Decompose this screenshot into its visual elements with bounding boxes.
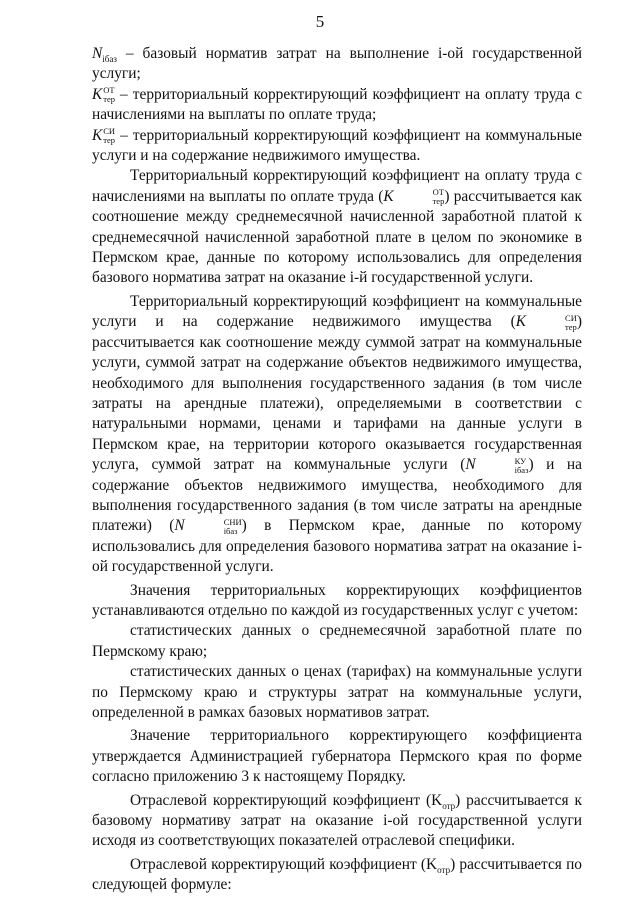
paragraph-text: ) рассчитывается как соотношение между суммой затрат на коммунальные услуги, суммой затрат на содержание объектов недвижимого имущества, необходимого для выполнения государственного задания (в том числе затраты на арендные платежи), определяемыми в соответствии с натуральными нормами, ценами и тарифами на данные услуги в Пермском крае, на территории которого оказывается государственная услуга, суммой затрат на коммунальные услуги ( <box>92 313 582 474</box>
symbol-n: N <box>465 456 476 474</box>
paragraph-k-si <box>92 292 582 578</box>
page-number: 5 <box>315 12 325 31</box>
list-item-tariffs: статистических данных о ценах (тарифах) на коммунальные услуги по Пермскому краю и структуры затрат на коммунальные услуги, определенной в рамках базовых нормативов затрат. <box>92 663 582 721</box>
paragraph-formula-intro <box>92 855 582 896</box>
definition-n-base-text: – базовый норматив затрат на выполнение i-ой государственной услуги; <box>92 45 582 83</box>
symbol-n-sup: КУ <box>514 455 527 466</box>
symbol-n-sup: СНИ <box>223 516 242 527</box>
symbol-k-sub: отр <box>442 800 456 811</box>
symbol-n-sub: iбаз <box>102 54 117 65</box>
paragraph-text: Территориальный корректирующий коэффициент на коммунальные услуги и на содержание недвижимого имущества ( <box>92 292 582 331</box>
paragraph-text: ) в Пермском крае, данные по которому использовались для определения базового норматива затрат на оказание i-ой государственной услуги. <box>92 517 583 576</box>
paragraph-text: Территориальный корректирующий коэффициент на оплату труда с начислениями на выплаты по оплате труда ( <box>92 167 582 205</box>
symbol-n: N <box>92 45 103 62</box>
symbol-k-sub: тер <box>103 135 116 146</box>
paragraph-text: Отраслевой корректирующий коэффициент ( <box>130 855 427 873</box>
symbol-k: K <box>515 313 527 331</box>
paragraph-text: ) рассчитывается к базовому нормативу затрат на оказание i-ой государственной услуги исходя из соответствующих показателей отраслевой специфики. <box>92 791 583 850</box>
symbol-k-sup: СИ <box>103 126 116 137</box>
paragraph-approval: Значение территориального корректирующего коэффициента утверждается Администрацией губернатора Пермского края по форме согласно приложению 3 к настоящему Порядку. <box>92 727 582 786</box>
symbol-n-sub: iбаз <box>223 525 238 536</box>
symbol-k-sup: ОТ <box>432 187 444 198</box>
paragraph-k-ot <box>92 166 582 288</box>
definition-k-ot <box>92 85 582 126</box>
symbol-k-sub: тер <box>432 196 445 207</box>
paragraph-text: ) и на содержание объектов недвижимого имущества, необходимого для выполнения государственного задания (в том числе затраты на арендные платежи) ( <box>92 456 583 535</box>
symbol-k-sub: отр <box>437 864 451 875</box>
symbol-k-sub: тер <box>565 321 577 332</box>
document-body <box>92 44 582 896</box>
list-item-salary: статистических данных о среднемесячной заработной плате по Пермскому краю; <box>92 622 582 660</box>
symbol-k-sup: СИ <box>565 312 577 323</box>
paragraph-text: ) рассчитывается как соотношение между среднемесячной начисленной заработной платой к среднемесячной начисленной заработной плате в целом по экономике в Пермском крае, данные по которому использовались для определения базового норматива затрат на оказание i-й государственной услуги. <box>92 187 582 287</box>
symbol-n: N <box>174 517 185 535</box>
symbol-k: K <box>92 126 103 144</box>
symbol-k: K <box>383 187 394 205</box>
paragraph-values: Значения территориальных корректирующих коэффициентов устанавливаются отдельно по каждой из государственных услуг с учетом: <box>92 581 582 619</box>
symbol-k-sup: ОТ <box>103 85 115 96</box>
paragraph-k-otr <box>92 791 582 852</box>
symbol-k: K <box>426 855 438 873</box>
symbol-k: K <box>431 791 443 809</box>
symbol-n-sub: iбаз <box>514 464 529 475</box>
symbol-k: K <box>92 85 103 103</box>
definition-k-si-text: – территориальный корректирующий коэффициент на коммунальные услуги и на содержание недвижимого имущества. <box>92 126 582 165</box>
definition-k-ot-text: – территориальный корректирующий коэффициент на оплату труда с начислениями на выплаты по оплате труда; <box>92 85 582 124</box>
definition-n-base <box>92 44 582 85</box>
paragraph-text: Отраслевой корректирующий коэффициент ( <box>130 791 432 809</box>
paragraph-text: ) рассчитывается по следующей формуле: <box>92 855 582 894</box>
symbol-k-sub: тер <box>103 94 116 105</box>
definition-k-si <box>92 126 582 167</box>
